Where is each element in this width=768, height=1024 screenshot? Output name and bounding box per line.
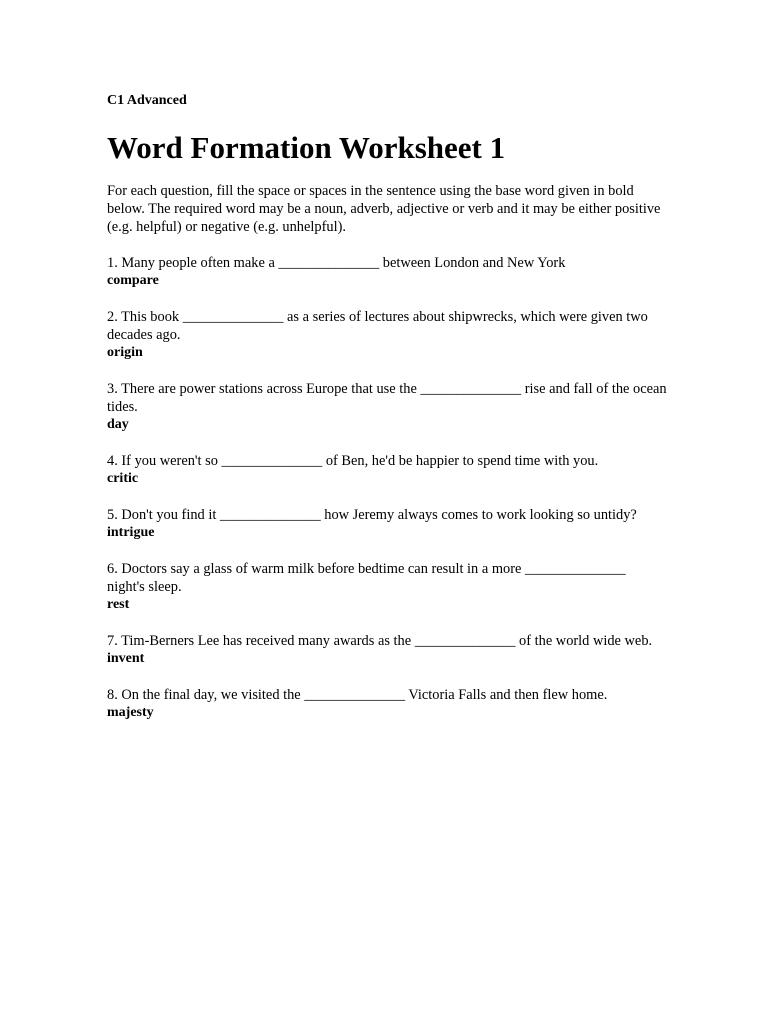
question-item-7 — [107, 632, 667, 668]
question-sentence: 6. Doctors say a glass of warm milk before bedtime can result in a more ______________ night's sleep. — [107, 561, 626, 595]
question-item-8 — [107, 686, 667, 722]
question-item-5 — [107, 506, 667, 542]
question-item-4 — [107, 452, 667, 488]
base-word: day — [107, 417, 129, 432]
base-word: intrigue — [107, 525, 155, 540]
question-sentence: 1. Many people often make a ______________ between London and New York — [107, 255, 566, 271]
question-sentence: 3. There are power stations across Europe that use the ______________ rise and fall of the ocean tides. — [107, 381, 667, 415]
question-item-3 — [107, 380, 667, 434]
base-word: rest — [107, 597, 130, 612]
base-word: critic — [107, 471, 139, 486]
question-item-6 — [107, 560, 667, 614]
question-sentence: 8. On the final day, we visited the ______________ Victoria Falls and then flew home. — [107, 687, 608, 703]
exam-level-label: C1 Advanced — [107, 93, 187, 108]
question-sentence: 7. Tim-Berners Lee has received many awards as the ______________ of the world wide web. — [107, 633, 653, 649]
base-word: compare — [107, 273, 159, 288]
base-word: origin — [107, 345, 143, 360]
base-word: invent — [107, 651, 145, 666]
question-sentence: 4. If you weren't so ______________ of Ben, he'd be happier to spend time with you. — [107, 453, 599, 469]
question-item-1 — [107, 254, 667, 290]
worksheet-page — [107, 92, 667, 722]
page-title: Word Formation Worksheet 1 — [107, 130, 506, 165]
question-item-2 — [107, 308, 667, 362]
question-sentence: 2. This book ______________ as a series of lectures about shipwrecks, which were given two decades ago. — [107, 309, 648, 343]
question-sentence: 5. Don't you find it ______________ how Jeremy always comes to work looking so untidy? — [107, 507, 637, 523]
instructions-paragraph: For each question, fill the space or spaces in the sentence using the base word given in bold below. The required word may be a noun, adverb, adjective or verb and it may be either positive (e.g. helpful) or negative (e.g. unhelpful). — [107, 183, 661, 235]
base-word: majesty — [107, 705, 154, 720]
